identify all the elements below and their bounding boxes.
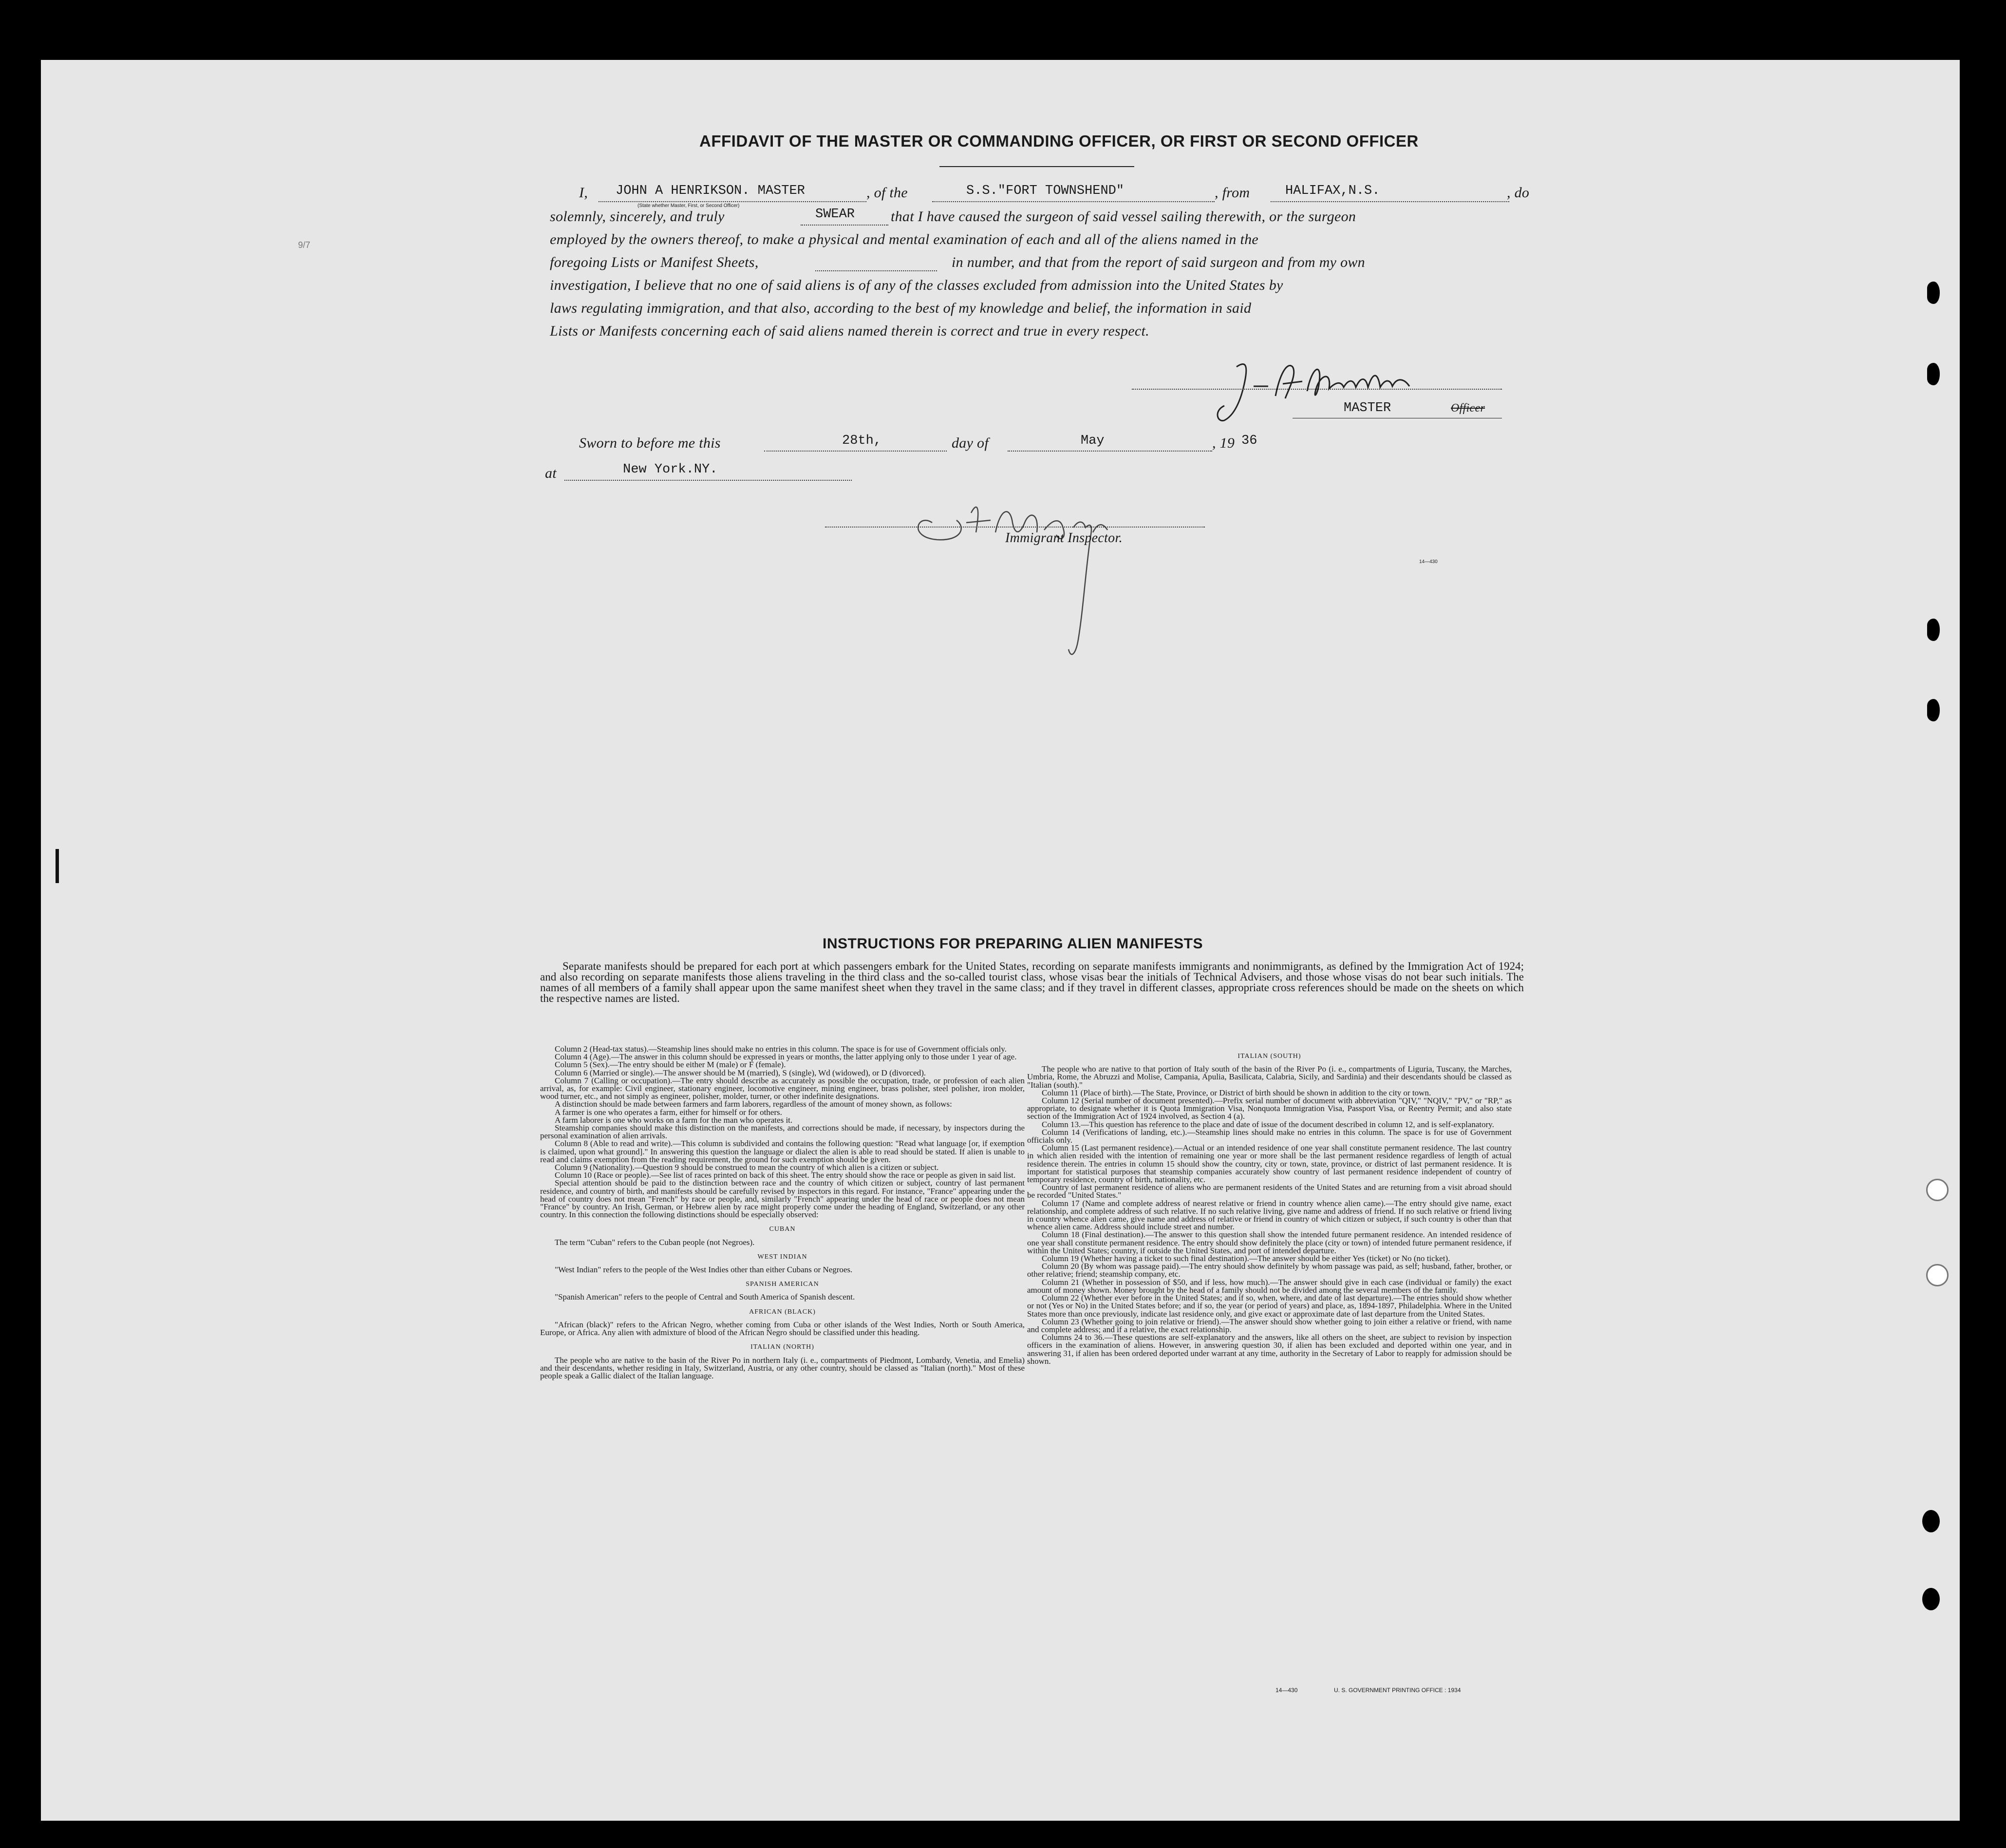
day-field: 28th, <box>842 434 882 448</box>
document-sheet <box>41 60 1960 1821</box>
at-label: at <box>545 465 557 481</box>
affidavit-of-the: , of the <box>866 185 908 201</box>
instruction-paragraph: Column 22 (Whether ever before in the United States; and if so, when, where, and date of last departure).—The entries should show whether or not (Yes or No) in the United States before; and if so, the year (or period of years) and place, as, 1894-1897, Philadelphia. Where in the United States more than once previously, indicate last residence only, and give exact or approximate date of last departure from the United States. <box>1027 1293 1512 1319</box>
day-field-line <box>764 451 947 452</box>
master-name-field: JOHN A HENRIKSON. MASTER <box>616 184 805 198</box>
punch-hole-2 <box>1927 363 1940 385</box>
instruction-paragraph: "Spanish American" refers to the people of Central and South America of Spanish descent. <box>555 1292 855 1302</box>
instruction-paragraph: Column 2 (Head-tax status).—Steamship lines should make no entries in this column. The space is for use of Government officials only. <box>555 1044 1007 1054</box>
oath-field: SWEAR <box>815 207 855 222</box>
instruction-paragraph: Column 4 (Age).—The answer in this column should be expressed in years or months, the latter applying only to those under 1 year of age. <box>555 1052 1017 1062</box>
instruction-paragraph: A distinction should be made between farmers and farm laborers, regardless of the amount of money shown, as follows: <box>555 1099 952 1109</box>
year-field: 36 <box>1241 434 1257 448</box>
intro-text: Separate manifests should be prepared for each port at which passengers embark for the United States, recording on separate manifests immigrants and nonimmigrants, as defined by the Immigration Act of 1924; and also recording on separate manifests those aliens traveling in the third class and the so-called tourist class, whose visas bear the initials of Technical Advisers, and those whose visas do not bear such initials. The names of all members of a family shall appear upon the same manifest sheet when they travel in the same class; and if they travel in different classes, appropriate cross references should be made on the sheets on which the respective names are listed. <box>540 960 1524 1004</box>
instruction-paragraph: Column 8 (Able to read and write).—This column is subdivided and contains the following question: "Read what language [or, if exemption is claimed, upon what ground]." In answering this question the language or dialect the alien is able to read should be stated. If alien is unable to read and claims exemption from the reading requirement, the ground for such exemption should be given. <box>540 1139 1025 1164</box>
affidavit-line2-end: that I have caused the surgeon of said vessel sailing therewith, or the surgeon <box>891 208 1356 225</box>
affidavit-line4-end: in number, and that from the report of said surgeon and from my own <box>952 254 1365 270</box>
day-of-label: day of <box>952 435 989 451</box>
sworn-prefix: Sworn to before me this <box>579 435 721 451</box>
section-heading: SPANISH AMERICAN <box>746 1281 819 1288</box>
vessel-field-line <box>932 201 1215 202</box>
instruction-paragraph: Column 13.—This question has reference to the place and date of issue of the document described in column 12, and is self-explanatory. <box>1042 1119 1494 1129</box>
instruction-paragraph: A farmer is one who operates a farm, either for himself or for others. <box>555 1107 782 1117</box>
instruction-paragraph: Column 20 (By whom was passage paid).—The entry should show definitely by whom passage was paid, as self; husband, father, brother, or other relative; friend; steamship company, etc. <box>1027 1262 1512 1279</box>
affidavit-line4-start: foregoing Lists or Manifest Sheets, <box>550 254 759 270</box>
year-prefix: , 19 <box>1212 435 1235 451</box>
punch-ring-2 <box>1926 1264 1949 1286</box>
instruction-paragraph: Country of last permanent residence of aliens who are permanent residents of the United States and are returning from a visit abroad should be recorded "United States." <box>1027 1183 1512 1200</box>
name-field-line <box>599 201 866 202</box>
instructions-intro <box>540 961 1524 1004</box>
port-field-line <box>1271 201 1509 202</box>
affidavit-line6: laws regulating immigration, and that also, according to the best of my knowledge and belief, the information in said <box>550 300 1252 316</box>
sheets-count-line <box>815 270 937 271</box>
footer-form-number: 14—430 <box>1275 1687 1298 1694</box>
instructions-title: INSTRUCTIONS FOR PREPARING ALIEN MANIFESTS <box>823 936 1203 952</box>
instruction-paragraph: Column 14 (Verifications of landing, etc.).—Steamship lines should make no entries in this column. The space is for use of Government officials only. <box>1027 1127 1512 1145</box>
form-number: 14—430 <box>1419 559 1438 565</box>
instruction-paragraph: Column 19 (Whether having a ticket to such final destination).—The answer should be either Yes (ticket) or No (no ticket). <box>1042 1254 1450 1263</box>
instruction-paragraph: A farm laborer is one who works on a farm for the man who operates it. <box>555 1115 793 1125</box>
inspector-signature <box>898 493 1190 679</box>
left-edge-mark <box>56 849 59 883</box>
instruction-paragraph: Column 12 (Serial number of document presented).—Prefix serial number of document with abbreviation "QIV," "NQIV," "PV," or "RP," as appropriate, to designate whether it is Quota Immigration Visa, Nonquota Immigration Visa, Passport Visa, or Reentry Permit; and also state section of the Immigration Act of 1924 involved, as Section 4 (a). <box>1027 1096 1512 1121</box>
place-field-line <box>564 480 852 481</box>
punch-hole-6 <box>1922 1588 1940 1610</box>
affidavit-do: , do <box>1507 185 1530 201</box>
vessel-name-field: S.S."FORT TOWNSHEND" <box>966 184 1125 198</box>
instructions-right-column <box>1027 1053 1512 1365</box>
instruction-paragraph: Column 21 (Whether in possession of $50, and if less, how much).—The answer should give in each case (individual or family) the exact amount of money shown. Money brought by the head of a family should not be divided among the several members of the family. <box>1027 1277 1512 1295</box>
instruction-paragraph: The people who are native to the basin of the River Po in northern Italy (i. e., compartments of Piedmont, Lombardy, Venetia, and Emelia) and their descendants, whether residing in Italy, Switzerland, Austria, or any other country, should be classed as "Italian (north)." Most of these people speak a Gallic dialect of the Italian language. <box>540 1355 1025 1380</box>
section-heading: ITALIAN (SOUTH) <box>1237 1053 1301 1060</box>
instruction-paragraph: Column 17 (Name and complete address of nearest relative or friend in country whence alien came).—The entry should give name, exact relationship, and complete address of such relative. If no such relative living, give name and address of friend. If no such relative or friend living in country whence alien came, give name and address of relative or friend in country of which citizen or subject, if such country is other than that whence alien came. Address should include street and number. <box>1027 1198 1512 1232</box>
instruction-paragraph: Column 18 (Final destination).—The answer to this question shall show the intended future permanent residence. An intended residence of one year shall constitute permanent residence. The entry should show definitely the place (city or town) of intended future permanent residence, if within the United States; country, if outside the United States, and port of intended departure. <box>1027 1230 1512 1255</box>
inspector-label: Immigrant Inspector. <box>1005 530 1123 546</box>
place-field: New York.NY. <box>623 462 718 477</box>
month-field-line <box>1008 451 1212 452</box>
instruction-paragraph: Column 5 (Sex).—The entry should be either M (male) or F (female). <box>555 1060 786 1070</box>
punch-ring-1 <box>1926 1179 1949 1201</box>
punch-hole-4 <box>1927 699 1940 721</box>
section-heading: WEST INDIAN <box>757 1253 807 1261</box>
officer-label: Officer <box>1451 402 1485 415</box>
master-signature-line <box>1132 389 1502 390</box>
punch-hole-5 <box>1922 1510 1940 1532</box>
instruction-paragraph: Column 6 (Married or single).—The answer should be M (married), S (single), Wd (widowed), or D (divorced). <box>555 1068 926 1077</box>
rank-field: MASTER <box>1344 401 1391 415</box>
port-field: HALIFAX,N.S. <box>1285 184 1380 198</box>
instructions-left-column <box>540 1045 1025 1380</box>
state-note: (State whether Master, First, or Second Officer) <box>637 203 740 208</box>
affidavit-i: I, <box>579 185 588 201</box>
oath-field-line <box>801 225 888 226</box>
instruction-paragraph: "African (black)" refers to the African Negro, whether coming from Cuba or other islands of the West Indies, North or South America, Europe, or Africa. Any alien with admixture of blood of the African Negro should be classified under this heading. <box>540 1320 1025 1338</box>
affidavit-title: AFFIDAVIT OF THE MASTER OR COMMANDING OFFICER, OR FIRST OR SECOND OFFICER <box>699 132 1419 150</box>
instruction-paragraph: Column 9 (Nationality).—Question 9 should be construed to mean the country of which alien is a citizen or subject. <box>555 1163 939 1172</box>
affidavit-line7: Lists or Manifests concerning each of said aliens named therein is correct and true in every respect. <box>550 323 1149 339</box>
title-underline <box>939 166 1134 167</box>
instruction-paragraph: Columns 24 to 36.—These questions are self-explanatory and the answers, like all others on the sheet, are subject to revision by inspection officers in the examination of aliens. However, in answering question 30, if alien has been excluded and deported within one year, and in answering 31, if alien has been ordered deported under warrant at any time, authority in the Secretary of Labor to reapply for admission should be shown. <box>1027 1333 1512 1366</box>
affidavit-line2-start: solemnly, sincerely, and truly <box>550 208 725 225</box>
punch-hole-3 <box>1927 619 1940 641</box>
footer-printer: U. S. GOVERNMENT PRINTING OFFICE : 1934 <box>1334 1687 1461 1694</box>
corner-mark: 9/7 <box>298 240 311 250</box>
instruction-paragraph: Special attention should be paid to the distinction between race and the country of which citizen or subject, country of last permanent residence, and country of birth, and manifests should be carefully revised by inspectors in this regard. For instance, "France" appearing under the head of country does not mean "French" by race or people, and, similarly "French" appearing under the head of race or people does not mean "France" by country. An Irish, German, or Hebrew alien by race might properly come under the heading of England, Switzerland, or any other country. In this connection the following distinctions should be especially observed: <box>540 1178 1025 1220</box>
section-heading: AFRICAN (BLACK) <box>749 1308 816 1316</box>
punch-hole-1 <box>1927 282 1940 304</box>
instruction-paragraph: The people who are native to that portion of Italy south of the basin of the River Po (i. e., compartments of Liguria, Tuscany, the Marches, Umbria, Rome, the Abruzzi and Molise, Campania, Apulia, Basilicata, Calabria, Sicily, and Sardinia) and their descendants should be classed as "Italian (south)." <box>1027 1064 1512 1090</box>
instruction-paragraph: Column 10 (Race or people).—See list of races printed on back of this sheet. The entry should show the race or people as given in said list. <box>555 1170 1016 1180</box>
affidavit-line5: investigation, I believe that no one of said aliens is of any of the classes excluded from admission into the United States by <box>550 277 1283 293</box>
month-field: May <box>1081 434 1105 448</box>
instruction-paragraph: Column 11 (Place of birth).—The State, Province, or District of birth should be shown in addition to the city or town. <box>1042 1088 1431 1097</box>
instruction-paragraph: The term "Cuban" refers to the Cuban people (not Negroes). <box>555 1237 755 1247</box>
affidavit-line3: employed by the owners thereof, to make a physical and mental examination of each and all of the aliens named in the <box>550 231 1259 247</box>
instruction-paragraph: Column 7 (Calling or occupation).—The entry should describe as accurately as possible the occupation, trade, or profession of each alien arrival, as, for example: Civil engineer, stationary engineer, locomotive engineer, mining engineer, brass polisher, steel polisher, iron molder, wood turner, etc., and not simply as engineer, polisher, molder, turner, or other indefinite designations. <box>540 1075 1025 1101</box>
affidavit-from: , from <box>1215 185 1250 201</box>
inspector-signature-line <box>825 527 1205 528</box>
instruction-paragraph: Column 15 (Last permanent residence).—Actual or an intended residence of one year shall constitute permanent residence. The last country in which alien resided with the intention of remaining one year or more shall be the last permanent residence regardless of length of actual residence therein. The entries in column 15 should show the country, city or town, state, province, or district of last permanent residence. It is important for statistical purposes that steamship companies accurately show country of last permanent residence independent of country of temporary residence, country of birth, nationality, etc. <box>1027 1143 1512 1185</box>
section-heading: CUBAN <box>769 1226 796 1233</box>
instruction-paragraph: Column 23 (Whether going to join relative or friend).—The answer should show whether going to join either a relative or friend, with name and complete address; and if a relative, the exact relationship. <box>1027 1317 1512 1334</box>
instruction-paragraph: Steamship companies should make this distinction on the manifests, and corrections should be made, if necessary, by inspectors during the personal examination of alien arrivals. <box>540 1123 1025 1141</box>
section-heading: ITALIAN (NORTH) <box>750 1343 814 1351</box>
instruction-paragraph: "West Indian" refers to the people of the West Indies other than either Cubans or Negroes. <box>555 1265 853 1275</box>
